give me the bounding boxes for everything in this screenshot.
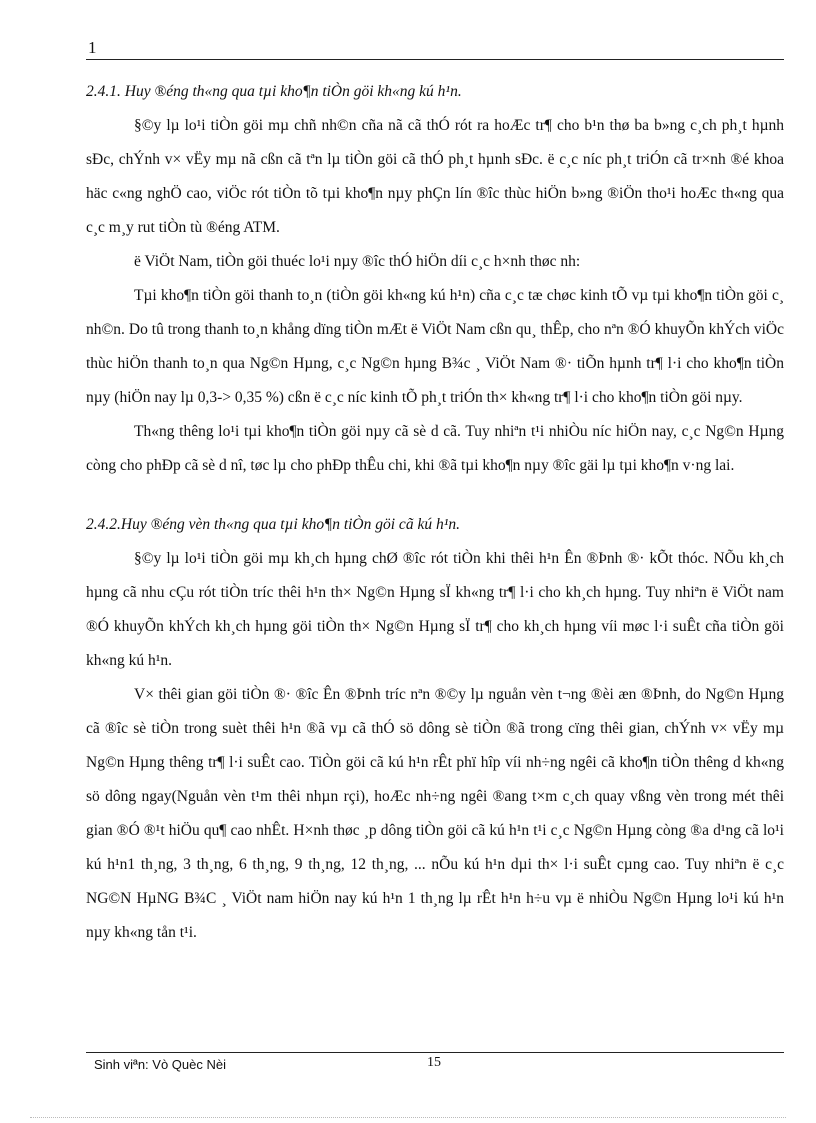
paragraph: V× thêi gian göi tiÒn ®· ®îc Ên ®Þnh tríc nªn ®©y lµ nguån vèn t¬ng ®èi æn ®Þnh, do Ng©n Hµng cã ®îc sè tiÒn trong suèt thêi h¹n ®ã vµ cã thÓ sö dông sè tiÒn ®ã trong cïng thêi gian, chÝnh v× vËy mµ Ng©n Hµng thêng tr¶ l·i suÊt cao. TiÒn göi cã kú h¹n rÊt phï hîp víi nh÷ng ngêi cã kho¶n tiÒn thêng d kh«ng sö dông ngay(Nguån vèn t¹m thêi nhµn rçi), hoÆc nh÷ng ngêi ®ang t×m c¸ch quay vßng vèn trong mét thêi gian ®Ó ®¹t hiÖu qu¶ cao nhÊt. H×nh thøc ¸p dông tiÒn göi cã kú h¹n t¹i c¸c Ng©n Hµng còng ®a d¹ng cã lo¹i kú h¹n1 th¸ng, 3 th¸ng, 6 th¸ng, 9 th¸ng, 12 th¸ng, ... nÕu kú h¹n dµi th× l·i suÊt cµng cao. Tuy nhiªn ë c¸c NG©N HµNG B¾C ¸ ViÖt nam hiÖn nay kú h¹n 1 th¸ng lµ rÊt h¹n h÷u vµ ë nhiÒu Ng©n Hµng lo¹i kú h¹n nµy kh«ng tån t¹i.	[86, 686, 784, 941]
paragraph: §©y lµ lo¹i tiÒn göi mµ kh¸ch hµng chØ ®îc rót tiÒn khi thêi h¹n Ên ®Þnh ®· kÕt thóc. NÕu kh¸ch hµng cã nhu cÇu rót tiÒn tríc thêi h¹n th× Ng©n Hµng sÏ kh«ng tr¶ l·i cho kh¸ch hµng. Tuy nhiªn ë ViÖt nam ®Ó khuyÕn khÝch kh¸ch hµng göi tiÒn th× Ng©n Hµng sÏ tr¶ cho kh¸ch hµng víi møc l·i suÊt cña tiÒn göi kh«ng kú h¹n.	[86, 550, 784, 669]
paragraph: §©y lµ lo¹i tiÒn göi mµ chñ nh©n cña nã cã thÓ rót ra hoÆc tr¶ cho b¹n thø ba b»ng c¸ch ph¸t hµnh sÐc, chÝnh v× vËy mµ nã cßn cã tªn lµ tiÒn göi cã thÓ ph¸t hµnh sÐc. ë c¸c níc ph¸t triÓn cã tr×nh ®é khoa häc c«ng nghÖ cao, viÖc rót tiÒn tõ tµi kho¶n nµy phÇn lín ®îc thùc hiÖn b»ng ®iÖn tho¹i hoÆc th«ng qua c¸c m¸y rut tiÒn tù ®éng ATM.	[86, 117, 784, 236]
document-body	[86, 75, 784, 950]
header-page-marker: 1	[88, 38, 97, 57]
footer-rule	[86, 1052, 784, 1053]
section-gap	[86, 483, 784, 508]
paragraph: ë ViÖt Nam, tiÒn göi thuéc lo¹i nµy ®îc thÓ hiÖn díi c¸c h×nh thøc nh:	[134, 253, 581, 270]
paragraph: Tµi kho¶n tiÒn göi thanh to¸n (tiÒn göi kh«ng kú h¹n) cña c¸c tæ chøc kinh tÕ vµ tµi kho¶n tiÒn göi c¸ nh©n. Do tû trong thanh to¸n khång dïng tiÒn mÆt ë ViÖt Nam cßn qu¸ thÊp, cho nªn ®Ó khuyÕn khÝch viÖc thùc hiÖn thanh to¸n qua Ng©n Hµng, c¸c Ng©n hµng B¾c ¸ ViÖt Nam ®· tiÕn hµnh tr¶ l·i cho kho¶n tiÒn nµy (hiÖn nay lµ 0,3-> 0,35 %) cßn ë c¸c níc kinh tÕ ph¸t triÓn th× kh«ng tr¶ l·i cho kho¶n tiÒn göi nµy.	[86, 287, 784, 406]
header-rule	[86, 59, 784, 60]
section-heading: 2.4.1. Huy ®éng th«ng qua tµi kho¶n tiÒn göi kh«ng kú h¹n.	[86, 83, 462, 100]
page-edge-divider	[30, 1117, 786, 1118]
page-number: 15	[427, 1055, 441, 1070]
section-heading: 2.4.2.Huy ®éng vèn th«ng qua tµi kho¶n tiÒn göi cã kú h¹n.	[86, 516, 460, 533]
paragraph: Th«ng thêng lo¹i tµi kho¶n tiÒn göi nµy cã sè d cã. Tuy nhiªn t¹i nhiÒu níc hiÖn nay, c¸c Ng©n Hµng còng cho phÐp cã sè d nî, tøc lµ cho phÐp thÊu chi, khi ®ã tµi kho¶n nµy ®îc gäi lµ tµi kho¶n v·ng lai.	[86, 423, 784, 474]
footer-author: Sinh viªn: Vò Quèc Nèi	[94, 1057, 226, 1072]
